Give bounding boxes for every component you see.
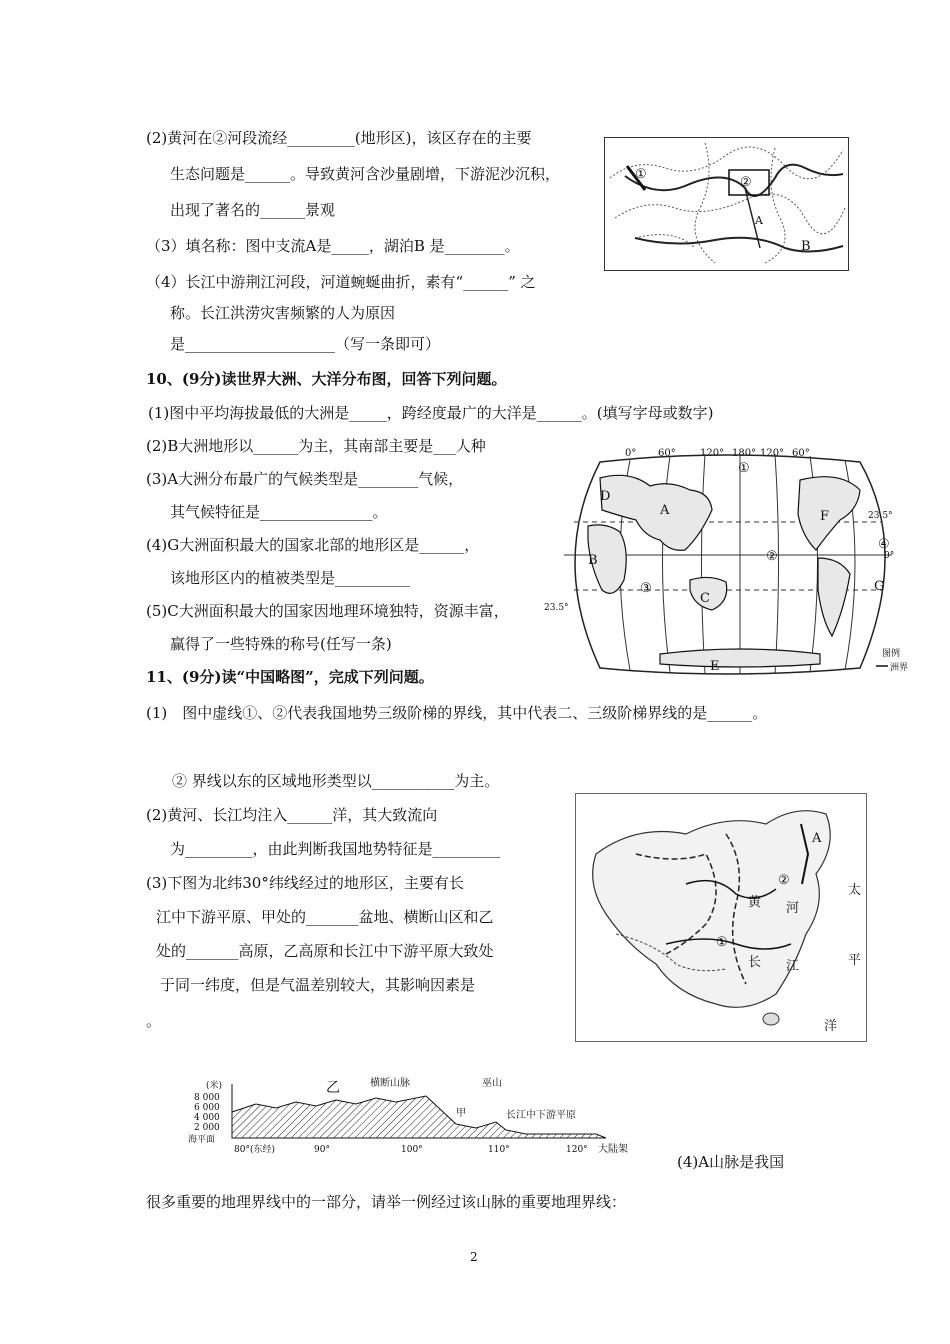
china-map-2: ② <box>778 873 790 888</box>
lat-0: 0° <box>884 551 895 561</box>
china-map <box>575 793 867 1042</box>
q11-line-8: 于同一纬度，但是气温差别较大，其影响因素是 <box>160 976 476 994</box>
world-map-lon-60w: 60° <box>792 448 810 459</box>
profile-y-2000: 2 000 <box>194 1123 220 1133</box>
q10-line-8: 赢得了一些特殊的称号(任写一条) <box>170 635 392 653</box>
q11-line-10: (4)A山脉是我国 <box>677 1153 785 1171</box>
q11-line-7: 处的_______高原，乙高原和长江中下游平原大致处 <box>156 942 494 960</box>
map-label-2: ② <box>740 175 752 190</box>
profile-y-sea: 海平面 <box>188 1135 216 1145</box>
ocean-3: ③ <box>640 581 652 596</box>
q10-line-1: (1)图中平均海拔最低的大洲是_____，跨经度最广的大洋是______。(填写字母或数字) <box>148 404 714 422</box>
q9-line-7: 是____________________（写一条即可） <box>170 335 441 353</box>
profile-label-yi: 乙 <box>326 1080 340 1096</box>
q9-line-6: 称。长江洪涝灾害频繁的人为原因 <box>170 304 396 322</box>
q9-line-2: 生态问题是______。导致黄河含沙量剧增，下游泥沙沉积， <box>170 165 561 183</box>
q10-line-3: (3)A大洲分布最广的气候类型是________气候， <box>146 470 464 488</box>
china-map-yang: 洋 <box>824 1019 838 1034</box>
china-map-ping: 平 <box>848 953 862 968</box>
world-map-lon-60: 60° <box>658 448 676 459</box>
continent-e: E <box>710 659 720 674</box>
q11-title: 11、(9分)读“中国略图”，完成下列问题。 <box>146 668 434 686</box>
china-map-1: ① <box>716 935 728 950</box>
q11-line-6: 江中下游平原、甲处的_______盆地、横断山区和乙 <box>156 908 494 926</box>
ocean-2: ② <box>766 549 778 564</box>
china-map-a: A <box>812 831 822 846</box>
legend-item: 洲界 <box>890 663 909 673</box>
continent-g: G <box>874 579 885 594</box>
lat-23-5-s: 23.5° <box>544 603 569 613</box>
profile-x-80: 80°(东经) <box>234 1145 275 1155</box>
continent-c: C <box>700 591 710 606</box>
page-number: 2 <box>470 1250 478 1264</box>
q10-line-5: (4)G大洲面积最大的国家北部的地形区是______， <box>146 536 480 554</box>
profile-x-100: 100° <box>401 1145 423 1155</box>
profile-label-wushan: 巫山 <box>482 1078 502 1089</box>
china-map-chang: 长 <box>748 955 762 970</box>
legend-title: 图例 <box>882 649 901 659</box>
q9-line-1: (2)黄河在②河段流经_________(地形区)，该区存在的主要 <box>146 129 532 147</box>
profile-label-shelf: 大陆架 <box>598 1144 628 1155</box>
profile-label-hengduan: 横断山脉 <box>370 1078 410 1089</box>
q11-line-5: (3)下图为北纬30°纬线经过的地形区，主要有长 <box>146 874 464 892</box>
profile-y-8000: 8 000 <box>194 1093 220 1103</box>
continent-a: A <box>660 503 670 518</box>
world-map-lon-120: 120° <box>700 448 725 459</box>
profile-y-4000: 4 000 <box>194 1113 220 1123</box>
lat-23-5-n: 23.5° <box>868 511 893 521</box>
profile-label-plain: 长江中下游平原 <box>506 1110 576 1121</box>
world-map-lon-0: 0° <box>625 448 637 459</box>
continent-b: B <box>588 553 598 568</box>
q10-line-4: 其气候特征是_______________。 <box>170 503 388 521</box>
ocean-4: ④ <box>878 537 890 552</box>
q10-line-2: (2)B大洲地形以______为主，其南部主要是___人种 <box>146 437 486 455</box>
q11-line-11: 很多重要的地理界线中的一部分，请举一例经过该山脉的重要地理界线： <box>146 1193 627 1211</box>
profile-unit: (米) <box>206 1081 223 1091</box>
profile-x-110: 110° <box>488 1145 510 1155</box>
q10-line-6: 该地形区内的植被类型是__________ <box>170 569 411 587</box>
q11-line-9: 。 <box>146 1012 162 1030</box>
q10-line-7: (5)C大洲面积最大的国家因地理环境独特，资源丰富， <box>146 602 509 620</box>
q11-line-2: ② 界线以东的区域地形类型以___________为主。 <box>172 772 500 790</box>
q9-line-5: （4）长江中游荆江河段，河道蜿蜒曲折，素有“______” 之 <box>146 273 536 291</box>
q9-line-3: 出现了著名的______景观 <box>170 201 336 219</box>
map-label-b: B <box>801 239 811 254</box>
world-continents-map <box>540 440 910 676</box>
profile-x-90: 90° <box>314 1145 330 1155</box>
china-map-tai: 太 <box>848 883 862 898</box>
map-label-a: A <box>755 214 763 227</box>
china-map-he: 河 <box>786 901 800 916</box>
q11-line-4: 为_________，由此判断我国地势特征是_________ <box>170 840 501 858</box>
q10-title: 10、(9分)读世界大洲、大洋分布图，回答下列问题。 <box>146 370 507 388</box>
q11-line-1: (1) 图中虚线①、②代表我国地势三级阶梯的界线，其中代表二、三级阶梯界线的是______。 <box>146 704 768 722</box>
q11-line-3: (2)黄河、长江均注入______洋，其大致流向 <box>146 806 438 824</box>
terrain-profile-30n <box>186 1066 646 1162</box>
profile-x-120: 120° <box>566 1145 588 1155</box>
profile-label-jia: 甲 <box>456 1108 466 1119</box>
ocean-1: ① <box>738 461 750 476</box>
q9-line-4: （3）填名称：图中支流A是_____，湖泊B 是________。 <box>146 237 520 255</box>
world-map-lon-180: 180° <box>732 448 757 459</box>
profile-y-6000: 6 000 <box>194 1103 220 1113</box>
china-map-huang: 黄 <box>748 895 762 910</box>
map-label-1: ① <box>635 167 647 182</box>
world-map-lon-120w: 120° <box>760 448 785 459</box>
china-map-jiang: 江 <box>786 959 800 974</box>
continent-d: D <box>600 489 611 504</box>
continent-f: F <box>820 509 830 524</box>
yellow-yangtze-river-map <box>604 137 849 271</box>
